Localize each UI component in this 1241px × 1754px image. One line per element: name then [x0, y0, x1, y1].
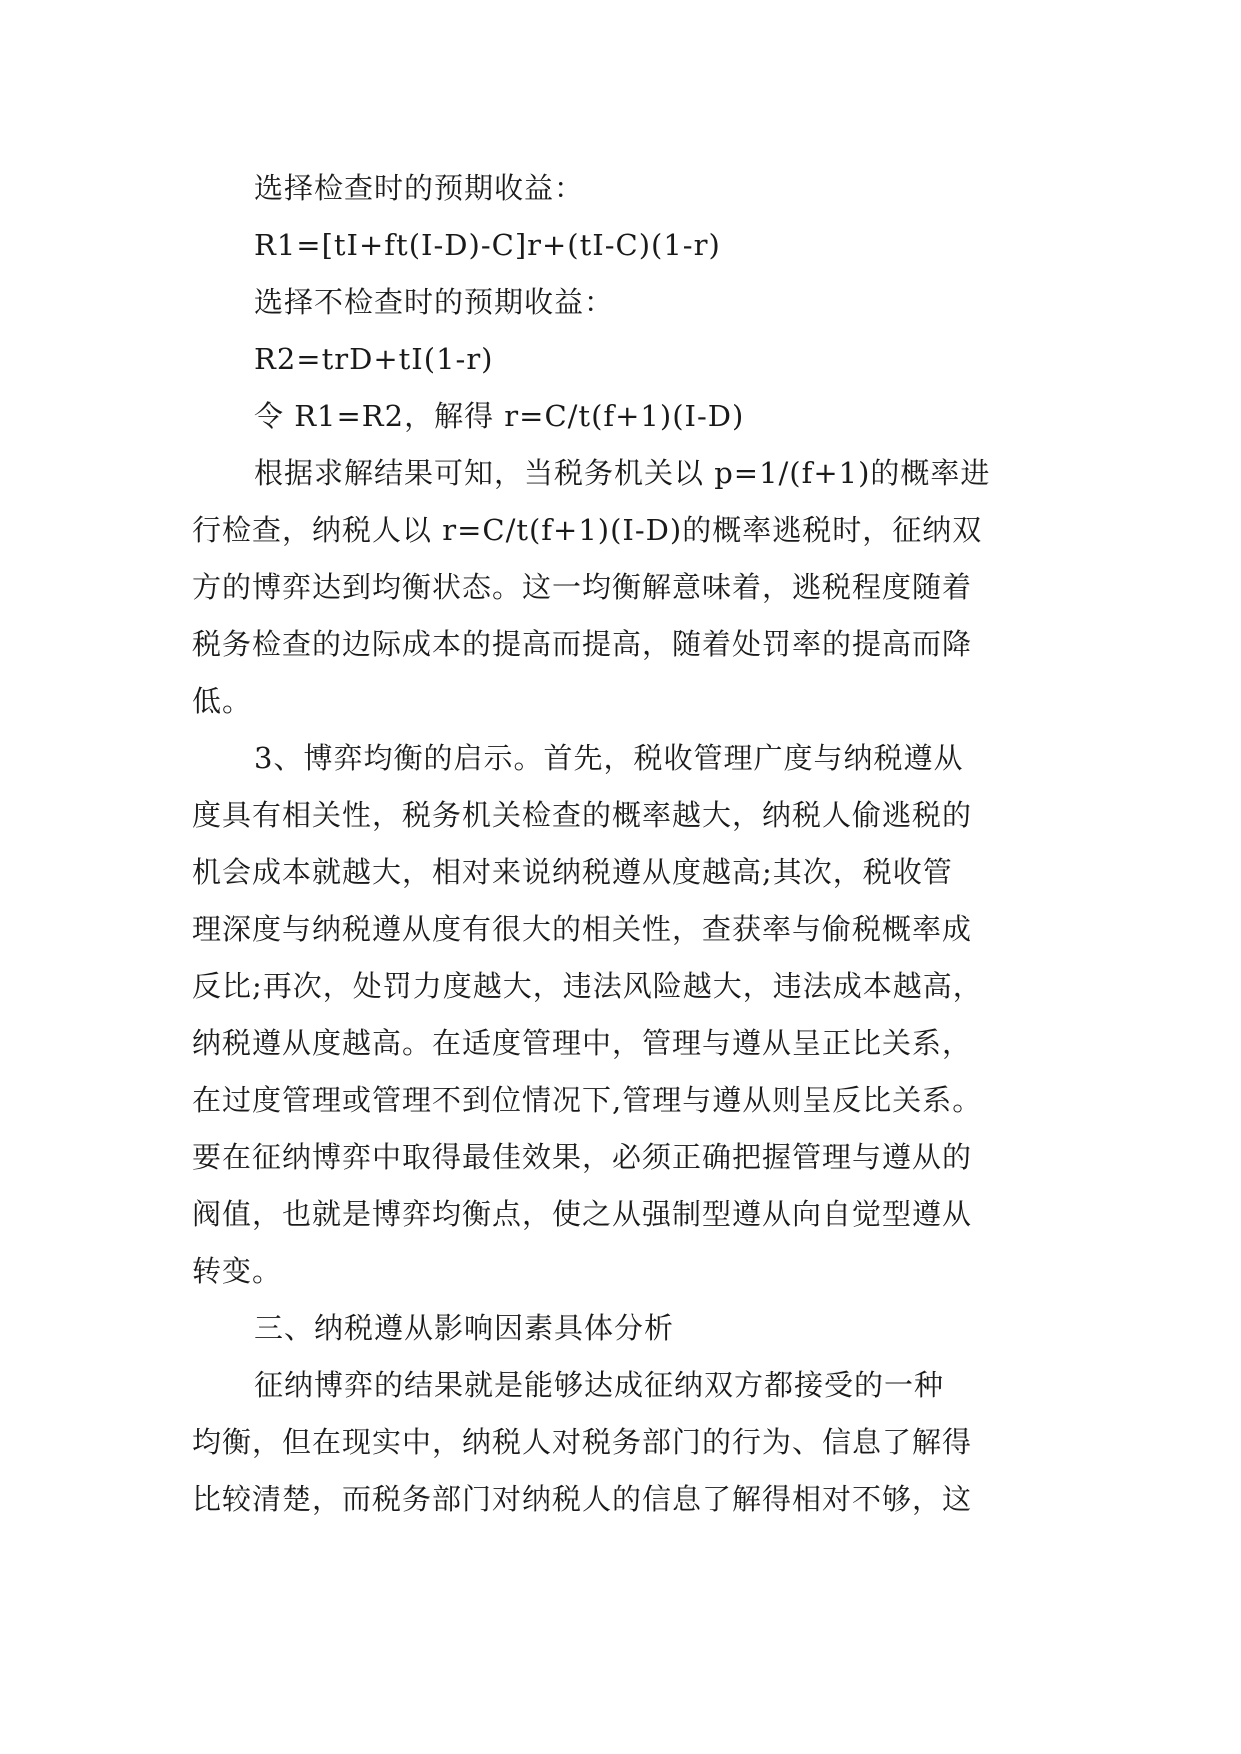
formula-line: R1=[tI+ft(I-D)-C]r+(tI-C)(1-r): [254, 228, 721, 262]
text-line: 选择检查时的预期收益：: [254, 171, 585, 205]
paragraph-line: 机会成本就越大，相对来说纳税遵从度越高;其次，税收管: [192, 855, 953, 889]
paragraph-line: 低。: [192, 684, 253, 718]
paragraph-line: 度具有相关性，税务机关检查的概率越大，纳税人偷逃税的: [192, 798, 973, 832]
paragraph-line: 根据求解结果可知，当税务机关以 p=1/(f+1)的概率进: [254, 456, 991, 490]
paragraph-line: 阀值，也就是博弈均衡点，使之从强制型遵从向自觉型遵从: [192, 1197, 973, 1231]
section-heading: 三、纳税遵从影响因素具体分析: [254, 1311, 675, 1345]
paragraph-line: 3、博弈均衡的启示。首先，税收管理广度与纳税遵从: [254, 741, 964, 775]
document-body: [192, 160, 1062, 1528]
paragraph-line: 税务检查的边际成本的提高而提高，随着处罚率的提高而降: [192, 627, 973, 661]
paragraph-line: 要在征纳博弈中取得最佳效果，必须正确把握管理与遵从的: [192, 1140, 973, 1174]
paragraph-line: 方的博弈达到均衡状态。这一均衡解意味着，逃税程度随着: [192, 570, 973, 604]
formula-line: 令 R1=R2，解得 r=C/t(f+1)(I-D): [254, 399, 745, 433]
paragraph-line: 行检查，纳税人以 r=C/t(f+1)(I-D)的概率逃税时，征纳双: [192, 513, 983, 547]
paragraph-line: 征纳博弈的结果就是能够达成征纳双方都接受的一种: [254, 1368, 945, 1402]
paragraph-line: 转变。: [192, 1254, 283, 1288]
formula-line: R2=trD+tI(1-r): [254, 342, 494, 376]
paragraph-line: 反比;再次，处罚力度越大，违法风险越大，违法成本越高，: [192, 969, 983, 1003]
paragraph-line: 在过度管理或管理不到位情况下,管理与遵从则呈反比关系。: [192, 1083, 983, 1117]
text-line: 选择不检查时的预期收益：: [254, 285, 615, 319]
paragraph-line: 比较清楚，而税务部门对纳税人的信息了解得相对不够，这: [192, 1482, 973, 1516]
paragraph-line: 均衡，但在现实中，纳税人对税务部门的行为、信息了解得: [192, 1425, 973, 1459]
paragraph-line: 纳税遵从度越高。在适度管理中，管理与遵从呈正比关系，: [192, 1026, 973, 1060]
paragraph-line: 理深度与纳税遵从度有很大的相关性，查获率与偷税概率成: [192, 912, 973, 946]
